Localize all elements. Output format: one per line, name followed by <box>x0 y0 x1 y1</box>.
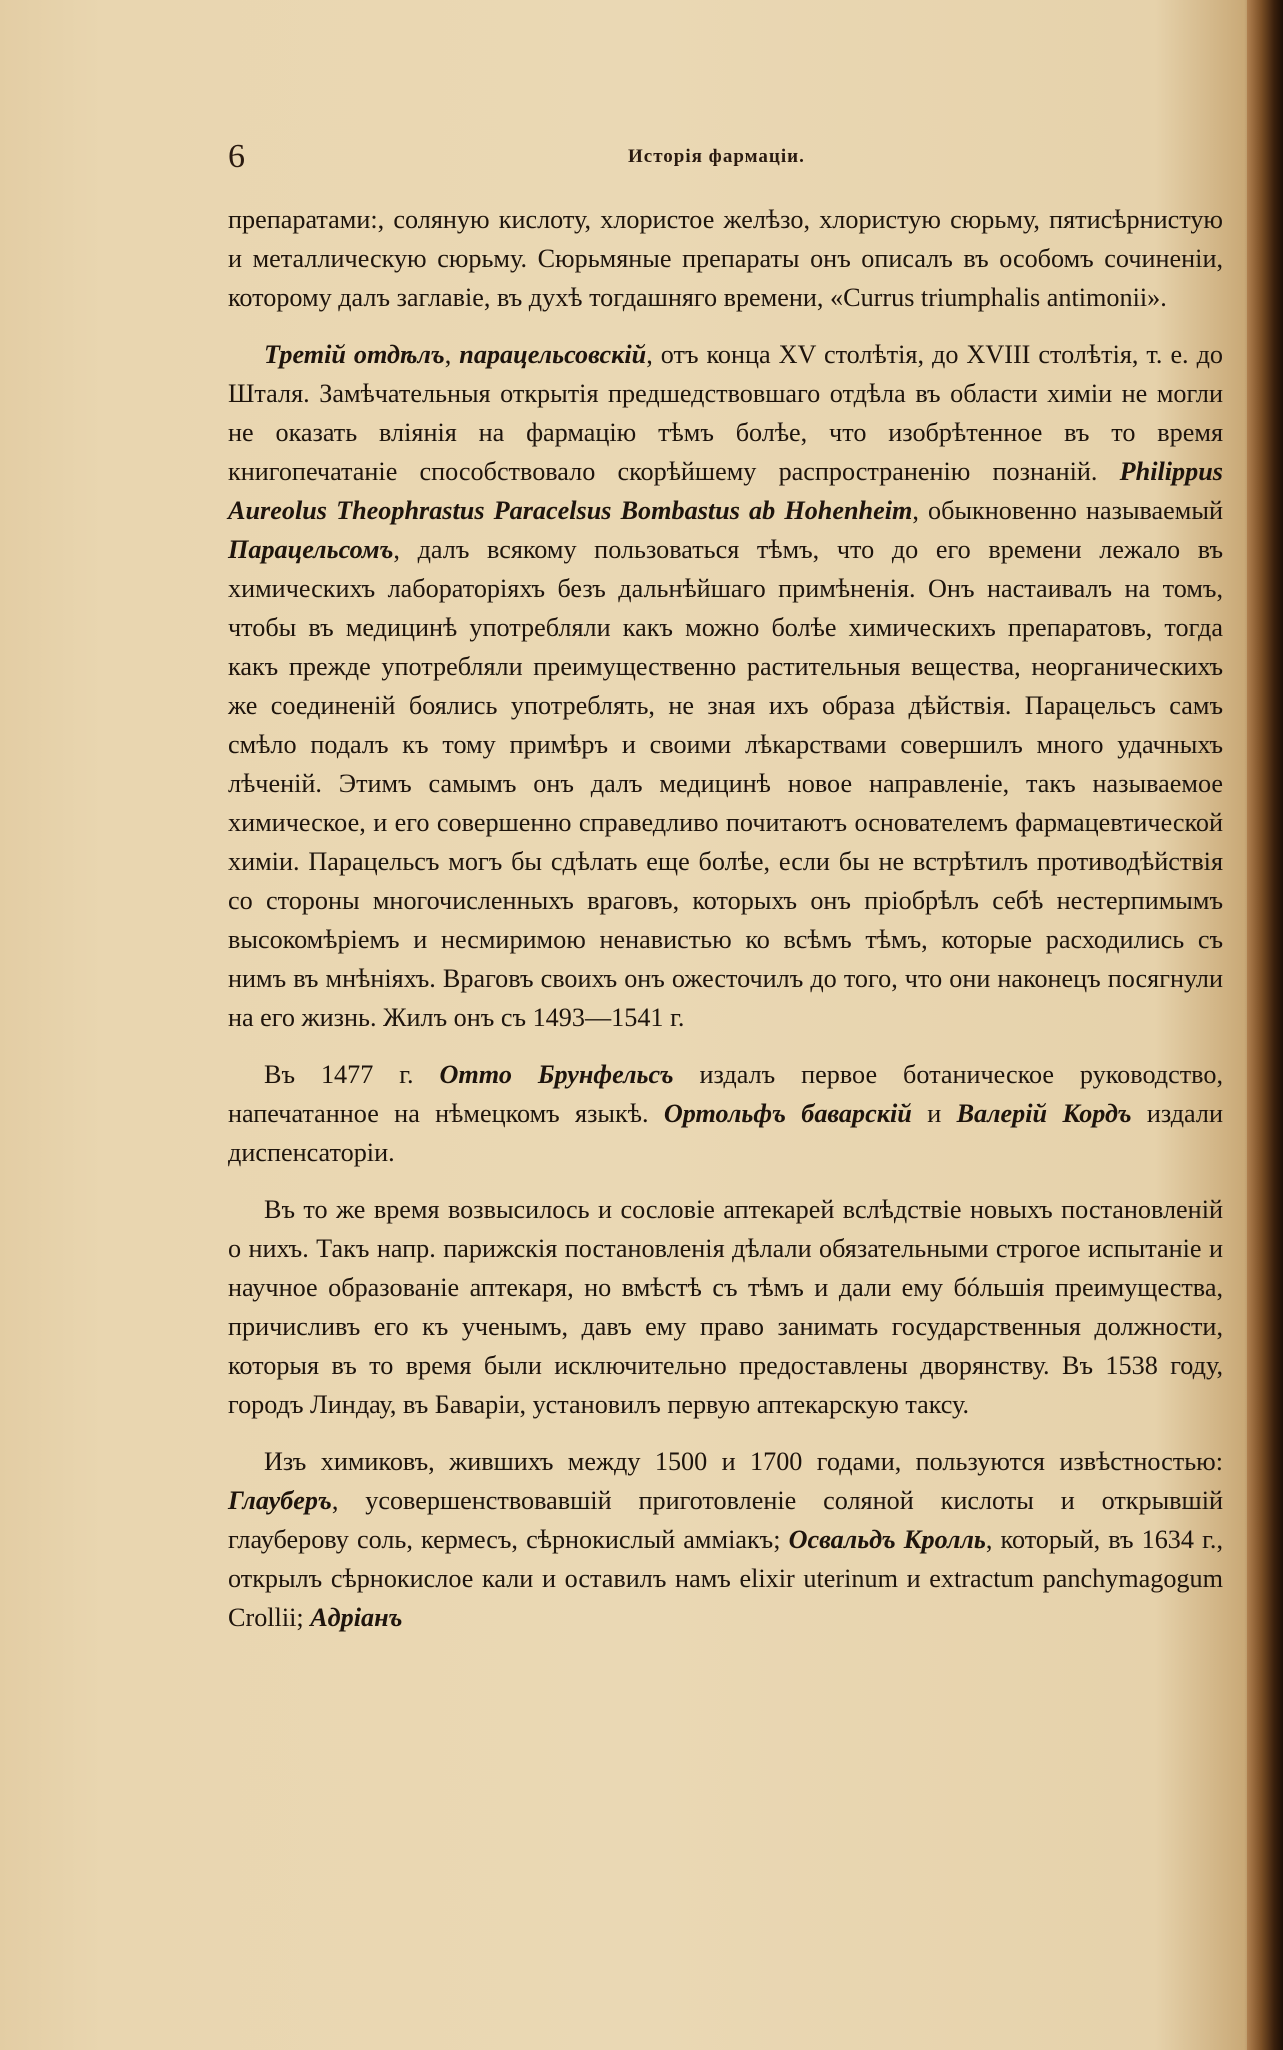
running-title: Исторія фармаціи. <box>628 146 805 167</box>
emphasized-text: парацельсовскій <box>459 340 647 369</box>
text-segment: Изъ химиковъ, жившихъ между 1500 и 1700 годами, пользуются извѣстностью: <box>264 1447 1223 1476</box>
emphasized-text: Philippus Aureolus Theophrastus Paracelsus Bombastus ab Hohenheim <box>228 457 1223 525</box>
page-header <box>228 138 1228 178</box>
text-segment: , который, въ 1634 г., открылъ сѣрнокислое кали и оставилъ намъ elixir uterinum и extractum panchymagogum Crollii; <box>228 1525 1223 1632</box>
paragraph <box>228 1190 1223 1424</box>
paragraph <box>228 1442 1223 1637</box>
text-segment: , усовершенствовавшій приготовленіе соляной кислоты и открывшій глауберову соль, кермесъ, сѣрнокислый аммiакъ; <box>228 1486 1223 1554</box>
emphasized-text: Третій отдѣлъ <box>264 340 445 369</box>
emphasized-text: Освальдъ Кролль <box>788 1525 986 1554</box>
text-segment: Въ 1477 г. <box>264 1060 440 1089</box>
page-edge-shadow <box>1247 0 1283 2050</box>
text-segment: , <box>444 340 460 369</box>
paragraph <box>228 335 1223 1037</box>
emphasized-text: Адріанъ <box>310 1603 403 1632</box>
emphasized-text: Парацельсомъ <box>228 535 394 564</box>
text-segment: , отъ конца XV столѣтія, до XVIII столѣтія, т. е. до Шталя. Замѣчательныя открытія предшедствовшаго отдѣла въ области химіи не могли не оказать вліянія на фармацію тѣмъ болѣе, что изобрѣтенное въ то время книгопечатаніе способствовало скорѣйшему распространенію познаній. <box>228 340 1224 486</box>
paragraph <box>228 1055 1223 1172</box>
text-segment: , обыкновенно называемый <box>912 496 1223 525</box>
paragraph <box>228 200 1223 317</box>
text-segment: и <box>911 1099 957 1128</box>
body-text <box>228 200 1223 1655</box>
text-segment: издали диспенсаторіи. <box>228 1099 1223 1167</box>
text-segment: препаратами:, соляную кислоту, хлористое желѣзо, хлористую сюрьму, пятисѣрнистую и металлическую сюрьму. Сюрьмяные препараты онъ описалъ въ особомъ сочиненіи, которому далъ заглавіе, въ духѣ тогдашняго времени, «Currus triumphalis antimonii». <box>228 205 1223 312</box>
page-number: 6 <box>228 138 245 175</box>
emphasized-text: Ортольфъ баварскій <box>663 1099 912 1128</box>
text-segment: , далъ всякому пользоваться тѣмъ, что до его времени лежало въ химическихъ лабораторіяхъ безъ дальнѣйшаго примѣненія. Онъ настаивалъ на томъ, чтобы въ медицинѣ употребляли какъ можно болѣе химическихъ препаратовъ, тогда какъ прежде употребляли преимущественно растительныя вещества, неорганическихъ же соединеній боялись употреблять, не зная ихъ образа дѣйствія. Парацельсъ самъ смѣло подалъ къ тому примѣръ и своими лѣкарствами совершилъ много удачныхъ лѣченій. Этимъ самымъ онъ далъ медицинѣ новое направленіе, такъ называемое химическое, и его совершенно справедливо почитаютъ основателемъ фармацевтической химіи. Парацельсъ могъ бы сдѣлать еще болѣе, если бы не встрѣтилъ противодѣйствія со стороны многочисленныхъ враговъ, которыхъ онъ пріобрѣлъ себѣ нестерпимымъ высокомѣріемъ и несмиримою ненавистью ко всѣмъ тѣмъ, которые расходились съ нимъ въ мнѣніяхъ. Враговъ своихъ онъ ожесточилъ до того, что они наконецъ посягнули на его жизнь. Жилъ онъ съ 1493—1541 г. <box>228 535 1223 1032</box>
emphasized-text: Валерій Кордъ <box>956 1099 1132 1128</box>
emphasized-text: Глауберъ <box>228 1486 332 1515</box>
text-segment: Въ то же время возвысилось и сословіе аптекарей вслѣдствіе новыхъ постановленій о нихъ. Такъ напр. парижскія постановленія дѣлали обязательными строгое испытаніе и научное образованіе аптекаря, но вмѣстѣ съ тѣмъ и дали ему бóльшія преимущества, причисливъ его къ ученымъ, давъ ему право занимать государственныя должности, которыя въ то время были исключительно предоставлены дворянству. Въ 1538 году, городъ Линдау, въ Баваріи, установилъ первую аптекарскую таксу. <box>228 1195 1223 1419</box>
text-segment: издалъ первое ботаническое руководство, напечатанное на нѣмецкомъ языкѣ. <box>228 1060 1223 1128</box>
emphasized-text: Отто Брунфельсъ <box>439 1060 674 1089</box>
